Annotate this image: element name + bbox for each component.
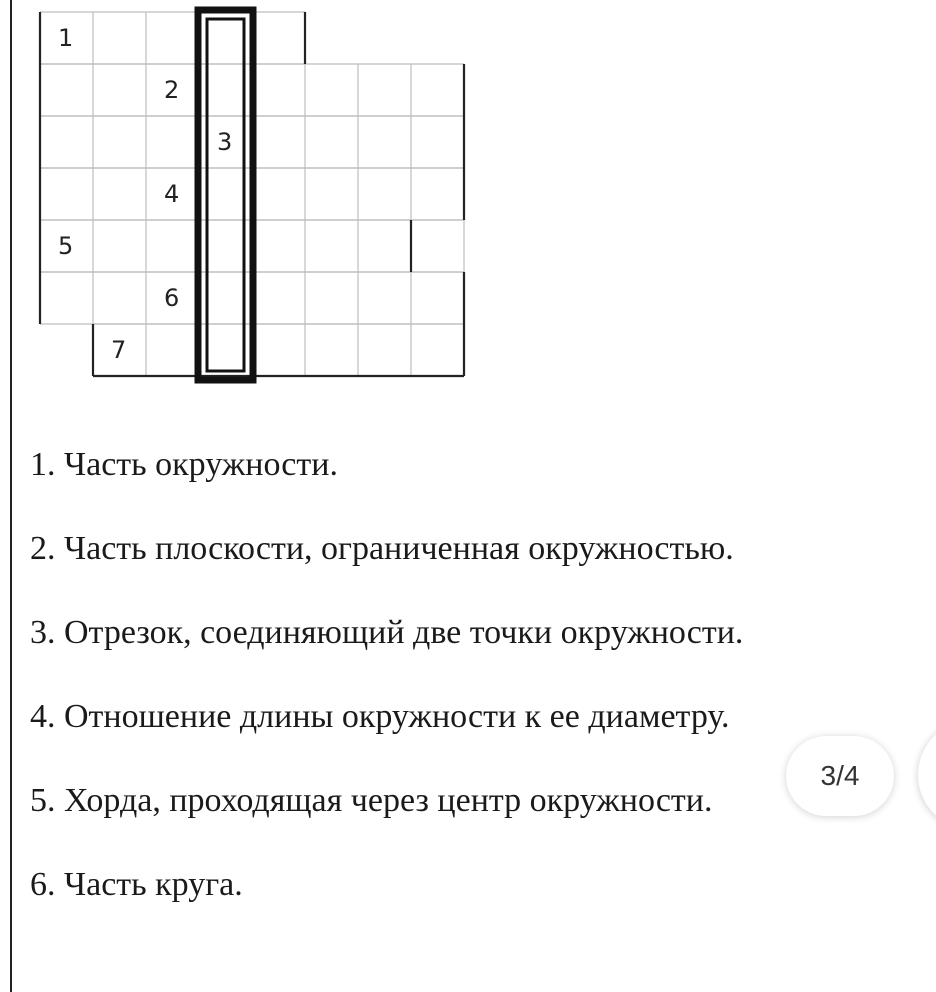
clue-text: Часть круга. [64, 866, 243, 903]
clue-number: 5. [30, 782, 56, 819]
grid-number: 5 [58, 232, 74, 260]
clue-number: 2. [30, 530, 56, 567]
clue-number: 1. [30, 446, 56, 483]
clue-text: Отношение длины окружности к ее диаметру. [64, 698, 730, 735]
clue-text: Хорда, проходящая через центр окружности. [64, 782, 713, 819]
grid-number: 1 [58, 24, 74, 52]
clue-text: Часть окружности. [64, 446, 338, 483]
keyword-column-inner-frame [207, 19, 244, 371]
grid-number: 6 [164, 284, 180, 312]
grid-number: 4 [164, 180, 180, 208]
page-indicator-label: 3/4 [820, 760, 860, 791]
clue-text: Отрезок, соединяющий две точки окружности. [64, 614, 744, 651]
grid-number: 2 [164, 76, 180, 104]
clue-number: 3. [30, 614, 56, 651]
page-indicator[interactable] [786, 736, 894, 816]
clue-text: Часть плоскости, ограниченная окружностью. [64, 530, 734, 567]
clue-item [30, 860, 910, 910]
clue-number: 4. [30, 698, 56, 735]
clue-list [30, 440, 910, 944]
clue-item [30, 608, 910, 658]
clue-item [30, 776, 910, 826]
next-page-button[interactable] [918, 720, 936, 830]
crossword-grid [0, 0, 500, 400]
grid-number: 3 [217, 128, 233, 156]
clue-number: 6. [30, 866, 56, 903]
grid-number: 7 [111, 336, 127, 364]
clue-item [30, 692, 910, 742]
clue-item [30, 440, 910, 490]
clue-item [30, 524, 910, 574]
